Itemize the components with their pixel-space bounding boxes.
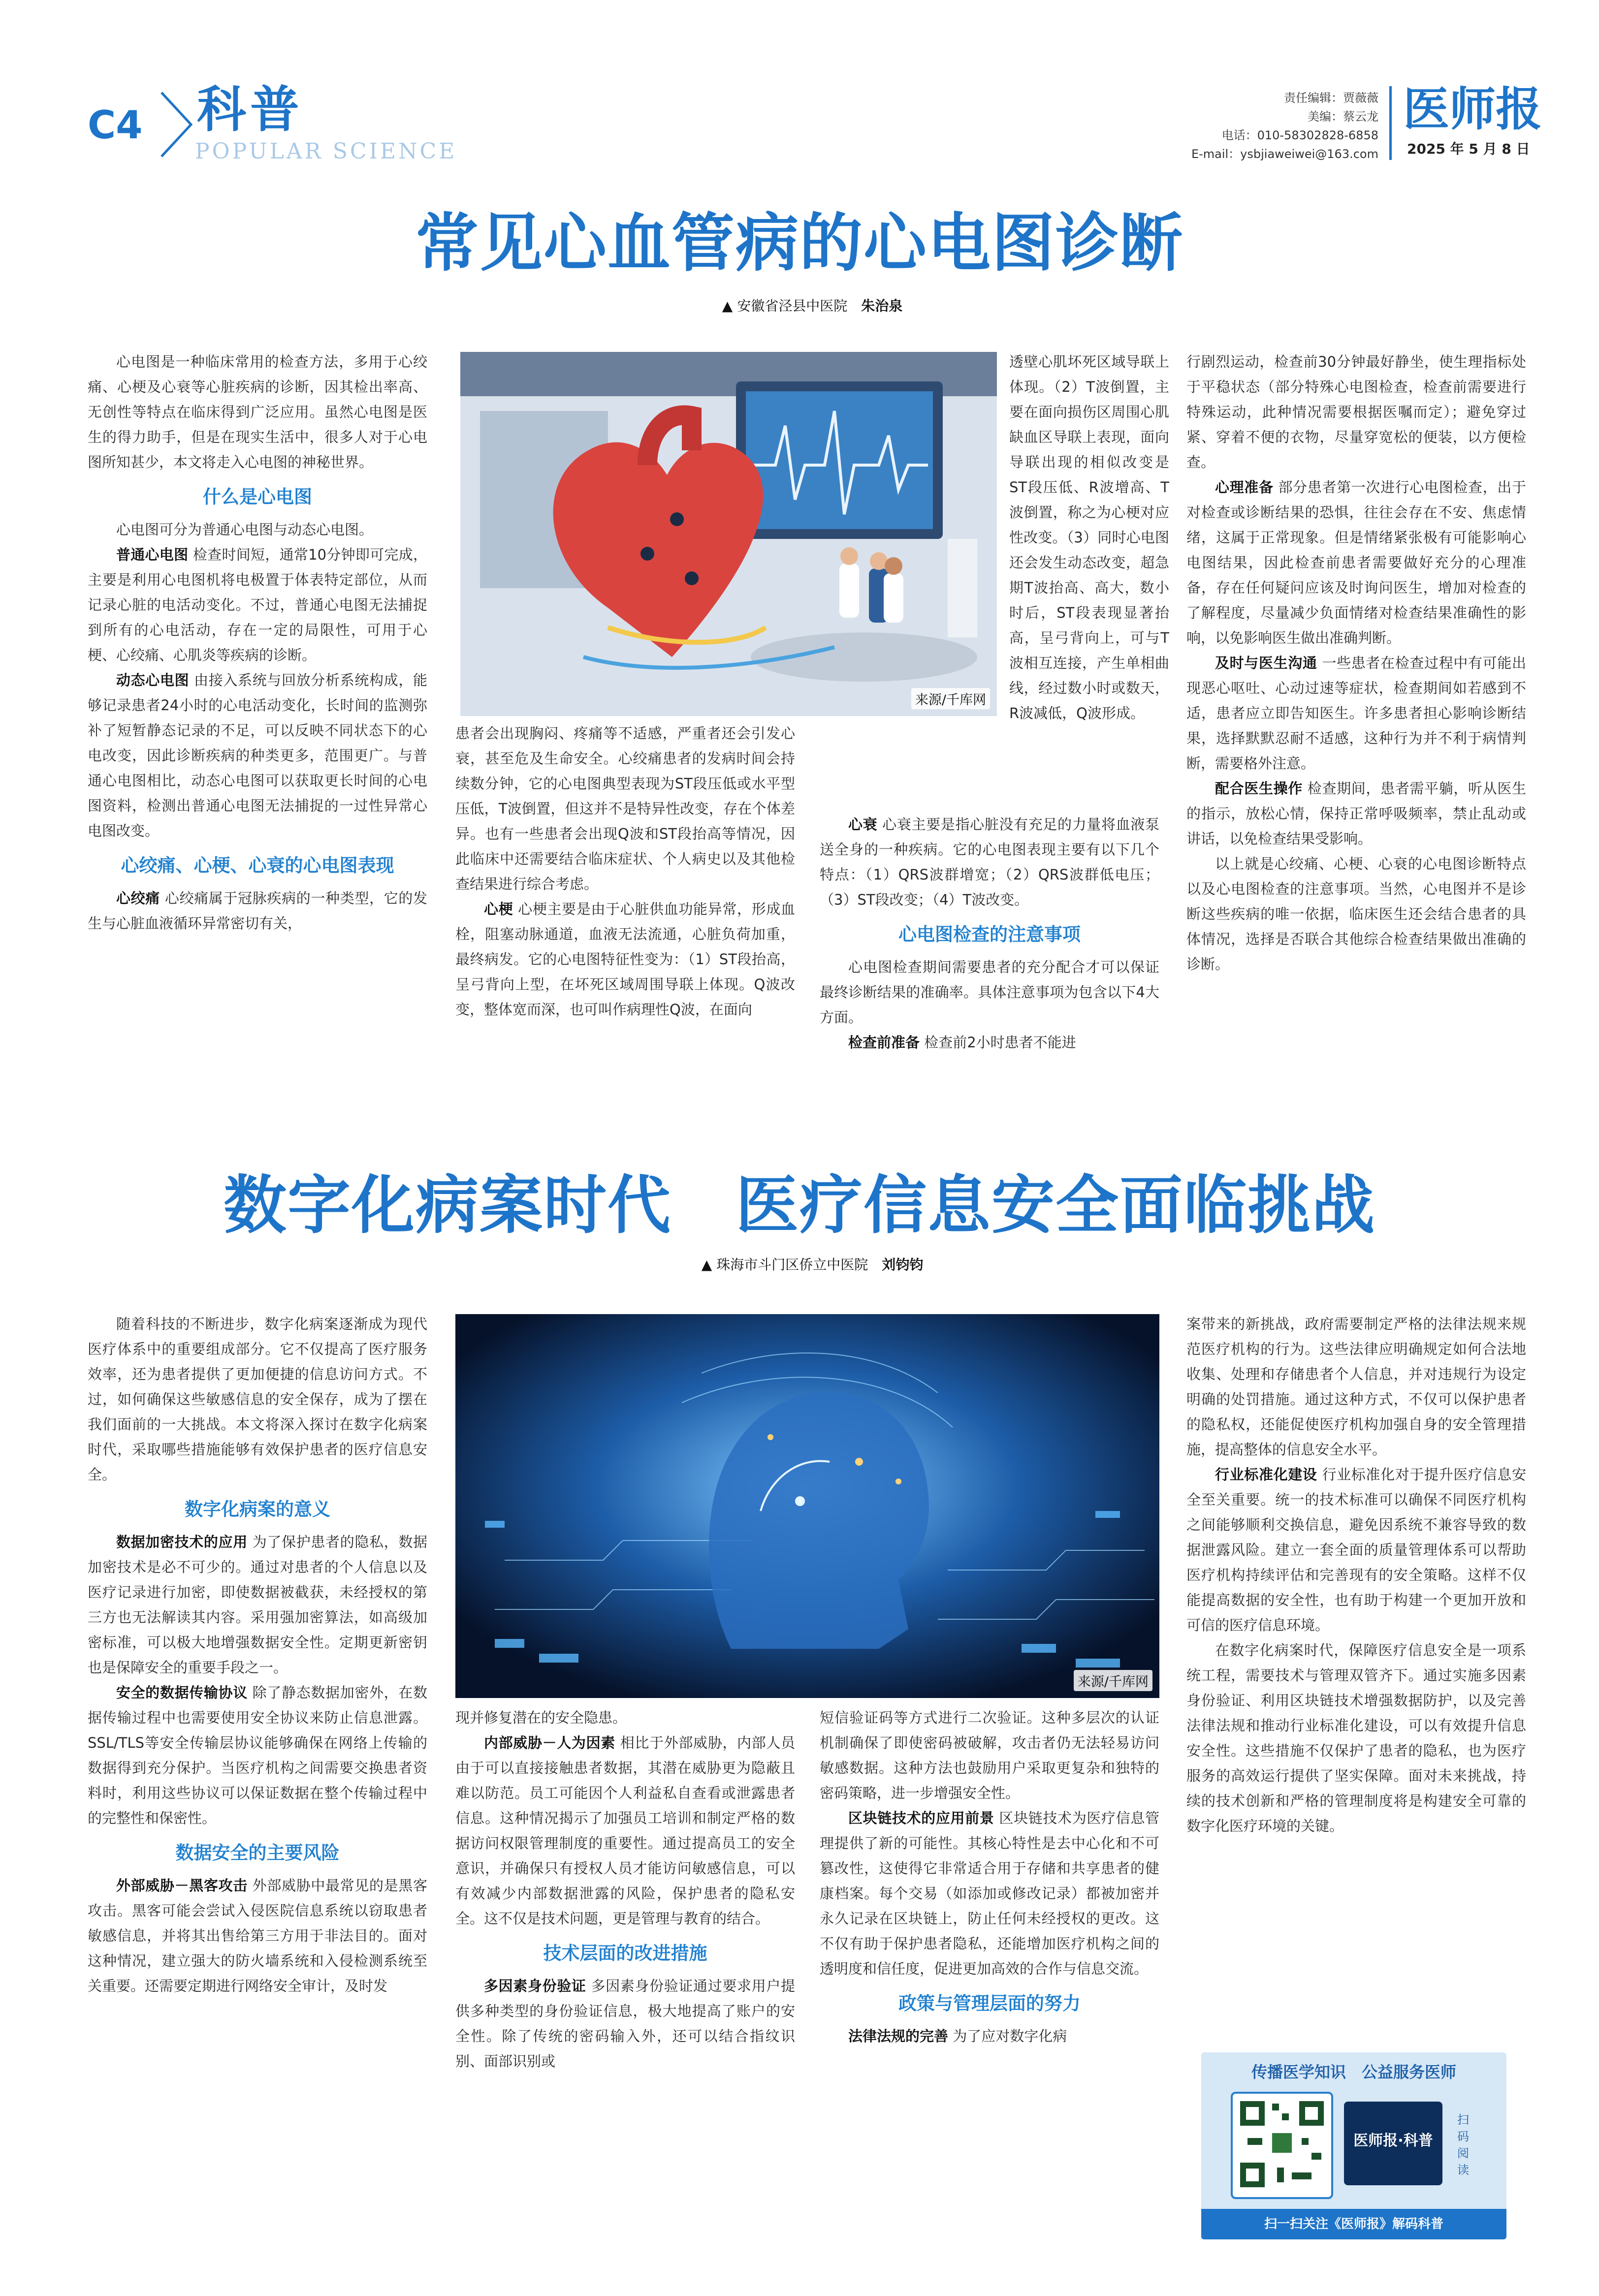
paragraph-text: 检查前2小时患者不能进 <box>920 1034 1076 1051</box>
editor-line: 责任编辑：贾薇薇 <box>1284 91 1378 105</box>
paragraph-text: 一些患者在检查过程中有可能出现恶心呕吐、心动过速等症状，检查期间如若感到不适，患者应立即告知医生。许多患者担心影响诊断结果，选择默默忍耐不适感，这种行为并不利于病情判断，需要格外注意。 <box>1186 655 1526 772</box>
promo-badge-text: 医师报·科普 <box>1353 2132 1433 2149</box>
paragraph-lead: 心衰 <box>848 816 878 833</box>
article1-column-3-top <box>1009 349 1169 723</box>
ai-head-illustration <box>455 1314 1159 1698</box>
promo-box <box>1201 2052 1506 2239</box>
paragraph <box>820 812 1159 912</box>
paragraph: 心电图是一种临床常用的检查方法，多用于心绞痛、心梗及心衰等心脏疾病的诊断，因其检出率高、无创性等特点在临床得到广泛应用。虽然心电图是医生的得力助手，但是在现实生活中，很多人对于心电图所知甚少，本文将走入心电图的神秘世界。 <box>88 353 427 471</box>
subheading: 什么是心电图 <box>203 486 312 507</box>
paragraph: 心电图检查期间需要患者的充分配合才可以保证最终诊断结果的准确率。具体注意事项为包含以下4大方面。 <box>820 959 1159 1026</box>
qr-code[interactable] <box>1231 2092 1333 2199</box>
paragraph-lead: 数据加密技术的应用 <box>116 1534 248 1550</box>
paragraph <box>820 1806 1159 1981</box>
article1-column-1 <box>88 349 427 1157</box>
paragraph-lead: 安全的数据传输协议 <box>116 1684 248 1701</box>
paragraph-lead: 心梗 <box>484 901 513 917</box>
paragraph-lead: 内部威胁－人为因素 <box>484 1734 615 1751</box>
paragraph-lead: 心绞痛 <box>116 890 160 907</box>
qr-code-icon <box>1233 2094 1331 2197</box>
byline-org: ▲ 珠海市斗门区侨立中医院 <box>701 1257 868 1273</box>
paragraph-text: 心梗主要是由于心脏供血功能异常，形成血栓，阻塞动脉通道，血液无法流通，心脏负荷加重，最终病发。它的心电图特征性变为：（1）ST段抬高，呈弓背向上型，在坏死区域周围导联上体现。Q波改变，整体宽而深，也可叫作病理性Q波，在面向 <box>455 901 795 1018</box>
subheading: 数字化病案的意义 <box>185 1499 330 1520</box>
article2-illustration <box>455 1314 1159 1698</box>
heart-ecg-illustration <box>460 352 997 716</box>
paragraph <box>1186 475 1526 651</box>
paragraph <box>455 1974 795 2074</box>
paragraph <box>1186 651 1526 776</box>
paragraph-text: 心衰主要是指心脏没有充足的力量将血液泵送全身的一种疾病。它的心电图表现主要有以下几个特点：（1）QRS波群增宽；（2）QRS波群低电压；（3）ST段改变；（4）T波改变。 <box>820 816 1159 908</box>
paragraph-lead: 动态心电图 <box>116 672 190 689</box>
paragraph: 现并修复潜在的安全隐患。 <box>455 1709 627 1726</box>
article2-byline <box>542 1254 1083 1274</box>
article1-byline <box>542 295 1083 315</box>
paragraph-text: 多因素身份验证通过要求用户提供多种类型的身份验证信息，极大地提高了账户的安全性。除了传统的密码输入外，还可以结合指纹识别、面部识别或 <box>455 1978 795 2070</box>
article2-column-4 <box>1186 1312 1526 2040</box>
article1-column-3 <box>820 812 1159 1157</box>
paragraph <box>820 2024 1159 2049</box>
subheading: 心绞痛、心梗、心衰的心电图表现 <box>121 855 394 876</box>
paragraph-lead: 配合医生操作 <box>1215 780 1303 797</box>
paragraph-text: 区块链技术为医疗信息管理提供了新的可能性。其核心特性是去中心化和不可篡改性，这使得它非常适合用于存储和共享患者的健康档案。每个交易（如添加或修改记录）都被加密并永久记录在区块链上，防止任何未经授权的更改。这不仅有助于保护患者隐私，还能增加医疗机构之间的透明度和信任度，促进更加高效的合作与信息交流。 <box>820 1810 1159 1977</box>
section-title-en: POPULAR SCIENCE <box>195 139 457 164</box>
paragraph: 行剧烈运动，检查前30分钟最好静坐，使生理指标处于平稳状态（部分特殊心电图检查，检查前需要进行特殊运动，此种情况需要根据医嘱而定）；避免穿过紧、穿着不便的衣物，尽量穿宽松的便装，以方便检查。 <box>1186 353 1526 471</box>
paragraph-text: 检查时间短，通常10分钟即可完成，主要是利用心电图机将电极置于体表特定部位，从而记录心脏的电活动变化。不过，普通心电图无法捕捉到所有的心电活动，存在一定的局限性，可用于心梗、心绞痛、心肌炎等疾病的诊断。 <box>88 546 427 663</box>
article2-title: 数字化病案时代 医疗信息安全面临挑战 <box>223 1169 1375 1242</box>
paragraph-lead: 区块链技术的应用前景 <box>848 1810 994 1826</box>
paragraph-text: 为了应对数字化病 <box>948 2028 1067 2044</box>
paragraph <box>455 1730 795 1931</box>
issue-date: 2025 年 5 月 8 日 <box>1407 141 1530 157</box>
page-header <box>0 0 1599 162</box>
paragraph-text: 行业标准化对于提升医疗信息安全至关重要。统一的技术标准可以确保不同医疗机构之间能够顺利交换信息，避免因系统不兼容导致的数据泄露风险。建立一套全面的质量管理体系可以帮助医疗机构持续评估和完善现有的安全策略。这样不仅能提高数据的安全性，也有助于构建一个更加开放和可信的医疗信息环境。 <box>1186 1466 1526 1634</box>
paragraph-text: 外部威胁中最常见的是黑客攻击。黑客可能会尝试入侵医院信息系统以窃取患者敏感信息，并将其出售给第三方用于非法目的。面对这种情况，建立强大的防火墙系统和入侵检测系统至关重要。还需要定期进行网络安全审计，及时发 <box>88 1877 427 1994</box>
paragraph: 患者会出现胸闷、疼痛等不适感，严重者还会引发心衰，甚至危及生命安全。心绞痛患者的发病时间会持续数分钟，它的心电图典型表现为ST段压低或水平型压低，T波倒置，但这并不是特异性改变，存在个体差异。也有一些患者会出现Q波和ST段抬高等情况，因此临床中还需要结合临床症状、个人病史以及其他检查结果进行综合考虑。 <box>455 725 795 892</box>
subheading: 政策与管理层面的努力 <box>898 1993 1081 2014</box>
paragraph-text: 部分患者第一次进行心电图检查，出于对检查或诊断结果的恐惧，往往会存在不安、焦虑情绪，这属于正常现象。但是情绪紧张极有可能影响心电图结果，因此检查前患者需要做好充分的心理准备，存在任何疑问应该及时询问医生，增加对检查的了解程度，尽量减少负面情绪对检查结果准确性的影响，以免影响医生做出准确判断。 <box>1186 479 1526 646</box>
editor-line: 电话：010-58302828-6858 <box>1221 128 1378 142</box>
section-title: 科普 <box>197 81 303 138</box>
paragraph-text: 为了保护患者的隐私，数据加密技术是必不可少的。通过对患者的个人信息以及医疗记录进行加密，即使数据被截获，未经授权的第三方也无法解读其内容。采用强加密算法，如高级加密标准，可以极大地增强数据安全性。定期更新密钥也是保障安全的重要手段之一。 <box>88 1534 427 1676</box>
paragraph-lead: 外部威胁－黑客攻击 <box>116 1877 248 1894</box>
paragraph <box>88 886 427 936</box>
paragraph-lead: 普通心电图 <box>116 546 189 563</box>
paragraph-text: 由接入系统与回放分析系统构成，能够记录患者24小时的心电活动变化，长时间的监测弥补了短暂静态记录的不足，可以反映不同状态下的心电改变，因此诊断疾病的种类更多，范围更广。与普通心电图相比，动态心电图可以获取更长时间的心电图资料，检测出普通心电图无法捕捉的一过性异常心电图改变。 <box>88 672 427 839</box>
paragraph-lead: 心理准备 <box>1215 479 1274 496</box>
image-credit: 来源/千库网 <box>1074 1670 1152 1691</box>
promo-badge <box>1344 2102 1442 2185</box>
promo-top-text: 传播医学知识 公益服务医师 <box>1251 2063 1456 2081</box>
paragraph <box>88 1680 427 1831</box>
paragraph: 短信验证码等方式进行二次验证。这种多层次的认证机制确保了即使密码被破解，攻击者仍无法轻易访问敏感数据。这种方法也鼓励用户采取更复杂和独特的密码策略，进一步增强安全性。 <box>820 1709 1159 1801</box>
paragraph <box>88 1530 427 1680</box>
byline-author: 朱治泉 <box>861 298 903 314</box>
subheading: 技术层面的改进措施 <box>543 1943 707 1964</box>
header-divider <box>1389 86 1392 160</box>
article1-column-2 <box>455 721 795 1157</box>
page-number: C4 <box>88 103 143 148</box>
editor-line: E-mail：ysbjiaweiwei@163.com <box>1191 147 1378 161</box>
article2-column-1 <box>88 1312 427 2207</box>
byline-org: ▲ 安徽省泾县中医院 <box>722 298 848 314</box>
byline-author: 刘钧钧 <box>882 1257 924 1273</box>
image-credit: 来源/千库网 <box>911 688 990 709</box>
paragraph: 案带来的新挑战，政府需要制定严格的法律法规来规范医疗机构的行为。这些法律应明确规定如何合法地收集、处理和存储患者个人信息，并对违规行为设定明确的处罚措施。通过这种方式，不仅可以保护患者的隐私权，还能促使医疗机构加强自身的安全管理措施，提高整体的信息安全水平。 <box>1186 1316 1526 1458</box>
editor-line: 美编：蔡云龙 <box>1308 110 1378 124</box>
paragraph <box>88 668 427 844</box>
paragraph-lead: 及时与医生沟通 <box>1215 655 1317 671</box>
paragraph: 随着科技的不断进步，数字化病案逐渐成为现代医疗体系中的重要组成部分。它不仅提高了医疗服务效率，还为患者提供了更加便捷的信息访问方式。不过，如何确保这些敏感信息的安全保存，成为了摆在我们面前的一大挑战。本文将深入探讨在数字化病案时代，采取哪些措施能够有效保护患者的医疗信息安全。 <box>88 1316 427 1483</box>
paragraph <box>455 897 795 1022</box>
promo-side-text: 扫码阅读 <box>1457 2113 1469 2177</box>
promo-bottom-bar <box>1201 2209 1506 2239</box>
paragraph-lead: 法律法规的完善 <box>848 2028 949 2044</box>
paragraph <box>88 1873 427 1999</box>
paragraph-lead: 多因素身份验证 <box>484 1978 586 1994</box>
paragraph <box>88 542 427 668</box>
paragraph: 以上就是心绞痛、心梗、心衰的心电图诊断特点以及心电图检查的注意事项。当然，心电图并不是诊断这些疾病的唯一依据，临床医生还会结合患者的具体情况，选择是否联合其他综合检查结果做出准确的诊断。 <box>1186 855 1526 973</box>
editor-info <box>1132 89 1378 163</box>
paragraph <box>1186 1462 1526 1638</box>
chevron-icon <box>157 88 196 161</box>
paragraph-lead: 行业标准化建设 <box>1215 1466 1317 1483</box>
paragraph-text: 除了静态数据加密外，在数据传输过程中也需要使用安全协议来防止信息泄露。SSL/TLS等安全传输层协议能够确保在网络上传输的数据得到充分保护。当医疗机构之间需要交换患者资料时，利用这些协议可以保证数据在整个传输过程中的完整性和保密性。 <box>88 1684 427 1826</box>
article1-illustration <box>460 352 997 716</box>
paragraph: 透壁心肌坏死区域导联上体现。（2）T波倒置，主要在面向损伤区周围心肌缺血区导联上表现，面向导联出现的相似改变是ST段压低、R波增高、T波倒置，称之为心梗对应性改变。（3）同时心电图还会发生动态改变，超急期T波抬高、高大，数小时后，ST段表现显著抬高，呈弓背向上，可与T波相互连接，产生单相曲线，经过数小时或数天，R波减低，Q波形成。 <box>1009 353 1169 722</box>
paragraph: 在数字化病案时代，保障医疗信息安全是一项系统工程，需要技术与管理双管齐下。通过实施多因素身份验证、利用区块链技术增强数据防护，以及完善法律法规和推动行业标准化建设，可以有效提升信息安全性。这些措施不仅保护了患者的隐私，也为医疗服务的高效运行提供了坚实保障。面对未来挑战，持续的技术创新和严格的管理制度将是构建安全可靠的数字化医疗环境的关键。 <box>1186 1642 1526 1834</box>
article2-column-3 <box>820 1705 1159 2207</box>
promo-bottom-text: 扫一扫关注《医师报》解码科普 <box>1264 2217 1443 2232</box>
subheading: 数据安全的主要风险 <box>175 1842 340 1863</box>
paragraph-lead: 检查前准备 <box>848 1034 920 1051</box>
paragraph-text: 心绞痛属于冠脉疾病的一种类型，它的发生与心脏血液循环异常密切有关， <box>88 890 427 932</box>
article1-title: 常见心血管病的心电图诊断 <box>415 207 1183 280</box>
paragraph: 心电图可分为普通心电图与动态心电图。 <box>116 521 374 538</box>
article2-column-2 <box>455 1705 795 2207</box>
paper-name: 医师报 <box>1403 82 1542 136</box>
subheading: 心电图检查的注意事项 <box>898 924 1081 945</box>
paragraph-text: 检查期间，患者需平躺，听从医生的指示，放松心情，保持正常呼吸频率，禁止乱动或讲话，以免检查结果受影响。 <box>1186 780 1526 847</box>
paragraph <box>820 1030 1159 1055</box>
paragraph-text: 相比于外部威胁，内部人员由于可以直接接触患者数据，其潜在威胁更为隐蔽且难以防范。员工可能因个人利益私自查看或泄露患者信息。这种情况揭示了加强员工培训和制定严格的数据访问权限管理制度的重要性。通过提高员工的安全意识，并确保只有授权人员才能访问敏感信息，可以有效减少内部数据泄露的风险，保护患者的隐私安全。这不仅是技术问题，更是管理与教育的结合。 <box>455 1734 795 1927</box>
article1-column-4 <box>1186 349 1526 1157</box>
paragraph <box>1186 776 1526 851</box>
